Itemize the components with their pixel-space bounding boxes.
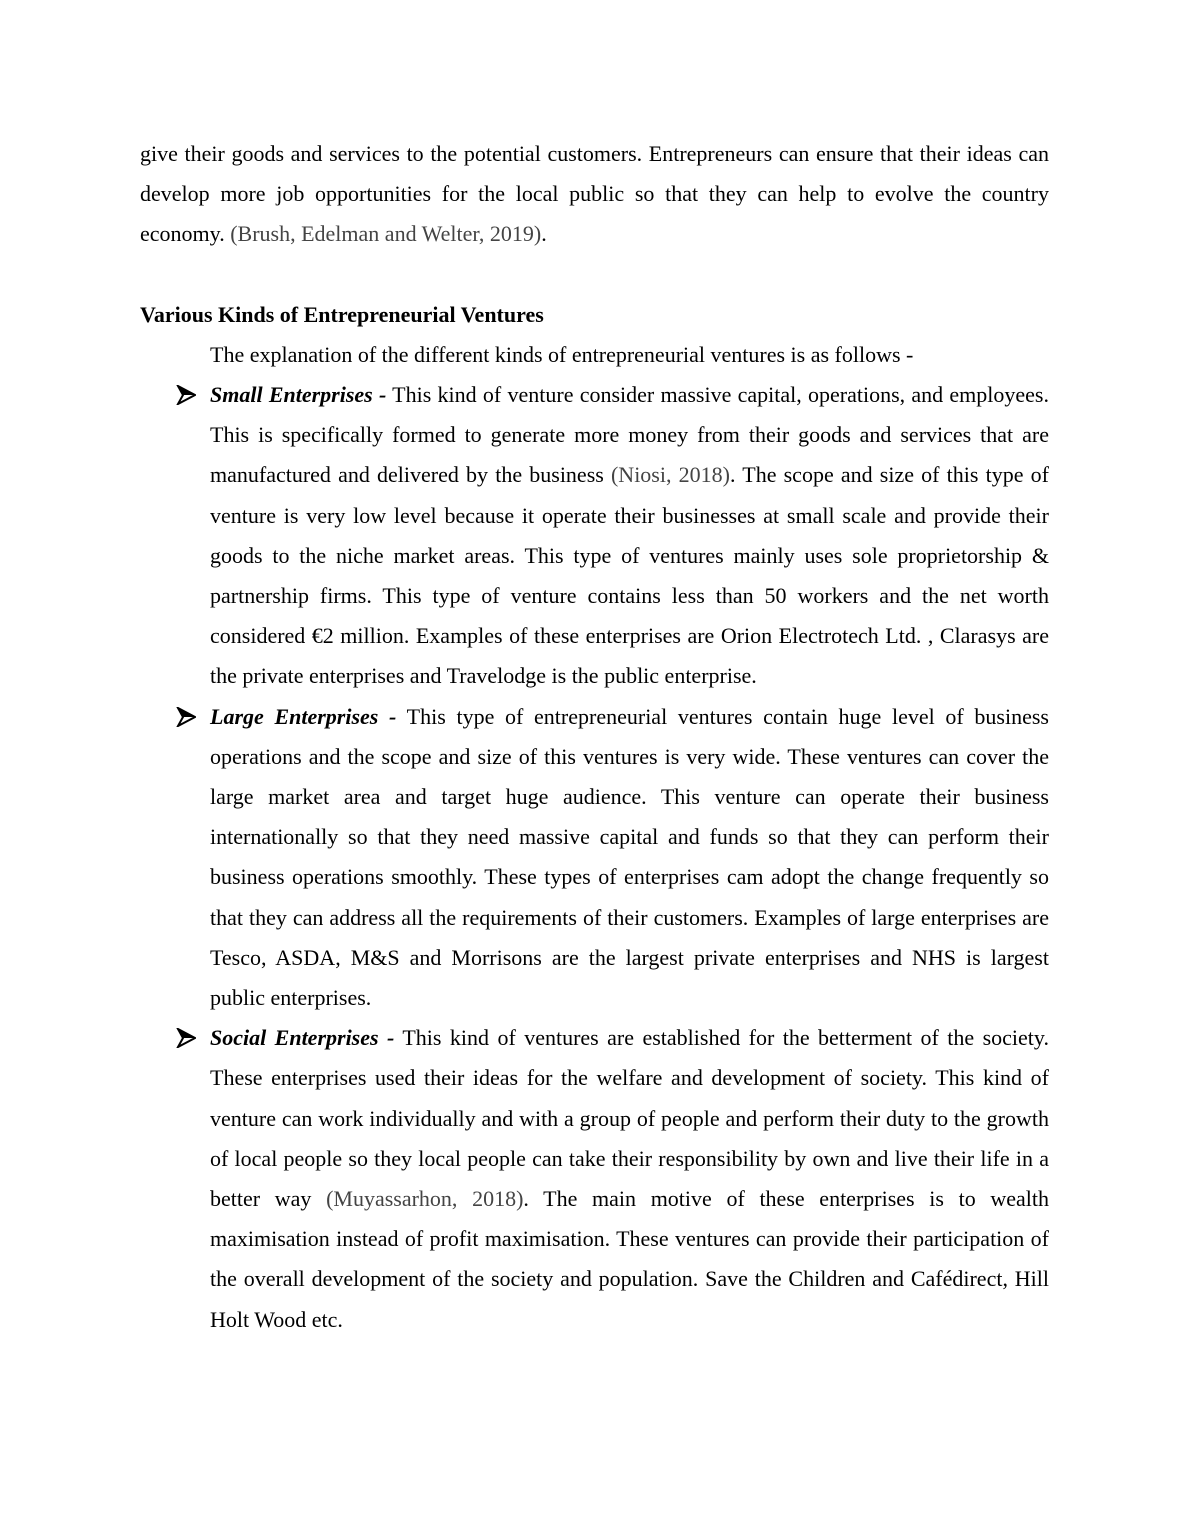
section-intro: The explanation of the different kinds of entrepreneurial ventures is as follows - [210, 341, 914, 367]
document-page [140, 134, 1049, 1340]
list-item-text: This type of entrepreneurial ventures contain huge level of business operations and the scope and size of this ventures is very wide. These ventures can cover the large market area and target huge audience. This venture can operate their business internationally so that they need massive capital and funds so that they can perform their business operations smoothly. These types of enterprises cam adopt the change frequently so that they can address all the requirements of their customers. Examples of large enterprises are Tesco, ASDA, M&S and Morrisons are the largest private enterprises and NHS is largest public enterprises. [210, 703, 1049, 1011]
list-item-term: Social Enterprises - [210, 1025, 395, 1051]
arrowhead-bullet-icon [176, 1028, 196, 1048]
citation: (Niosi, 2018) [610, 462, 730, 488]
list-item-text-after: . The main motive of these enterprises is to wealth maximisation instead of profit maximisation. These ventures can provide their participation of the overall development of the society and population. Save the Children and Cafédirect, Hill Holt Wood etc. [210, 1186, 1049, 1332]
list-item [140, 697, 1049, 1019]
arrowhead-bullet-icon [176, 707, 196, 727]
arrowhead-bullet-icon [176, 385, 196, 405]
list-item [140, 375, 1049, 697]
citation: (Brush, Edelman and Welter, 2019) [230, 221, 542, 247]
blank-line [140, 255, 1049, 295]
list-item-text: This kind of ventures are established for the betterment of the society. These enterprises used their ideas for the welfare and development of society. This kind of venture can work individually and with a group of people and perform their duty to the growth of local people so they local people can take their responsibility by own and live their life in a better way [210, 1025, 1049, 1212]
list-item-term: Large Enterprises - [210, 703, 397, 729]
intro-paragraph-text: give their goods and services to the potential customers. Entrepreneurs can ensure that their ideas can develop more job opportunities for the local public so that they can help to evolve the country economy. [140, 141, 1049, 247]
list-item-text: This kind of venture consider massive capital, operations, and employees. This is specifically formed to generate more money from their goods and services that are manufactured and delivered by the business [210, 382, 1049, 488]
intro-paragraph [140, 134, 1049, 255]
list-item [140, 1018, 1049, 1340]
list-item-text-after: . The scope and size of this type of venture is very low level because it operate their businesses at small scale and provide their goods to the niche market areas. This type of ventures mainly uses sole proprietorship & partnership firms. This type of venture contains less than 50 workers and the net worth considered €2 million. Examples of these enterprises are Orion Electrotech Ltd. , Clarasys are the private enterprises and Travelodge is the public enterprise. [210, 462, 1049, 689]
citation: (Muyassarhon, 2018) [326, 1186, 524, 1212]
section-heading: Various Kinds of Entrepreneurial Ventures [140, 301, 544, 327]
intro-paragraph-tail: . [541, 221, 547, 247]
list-item-term: Small Enterprises - [210, 382, 387, 408]
enterprise-list [140, 375, 1049, 1340]
